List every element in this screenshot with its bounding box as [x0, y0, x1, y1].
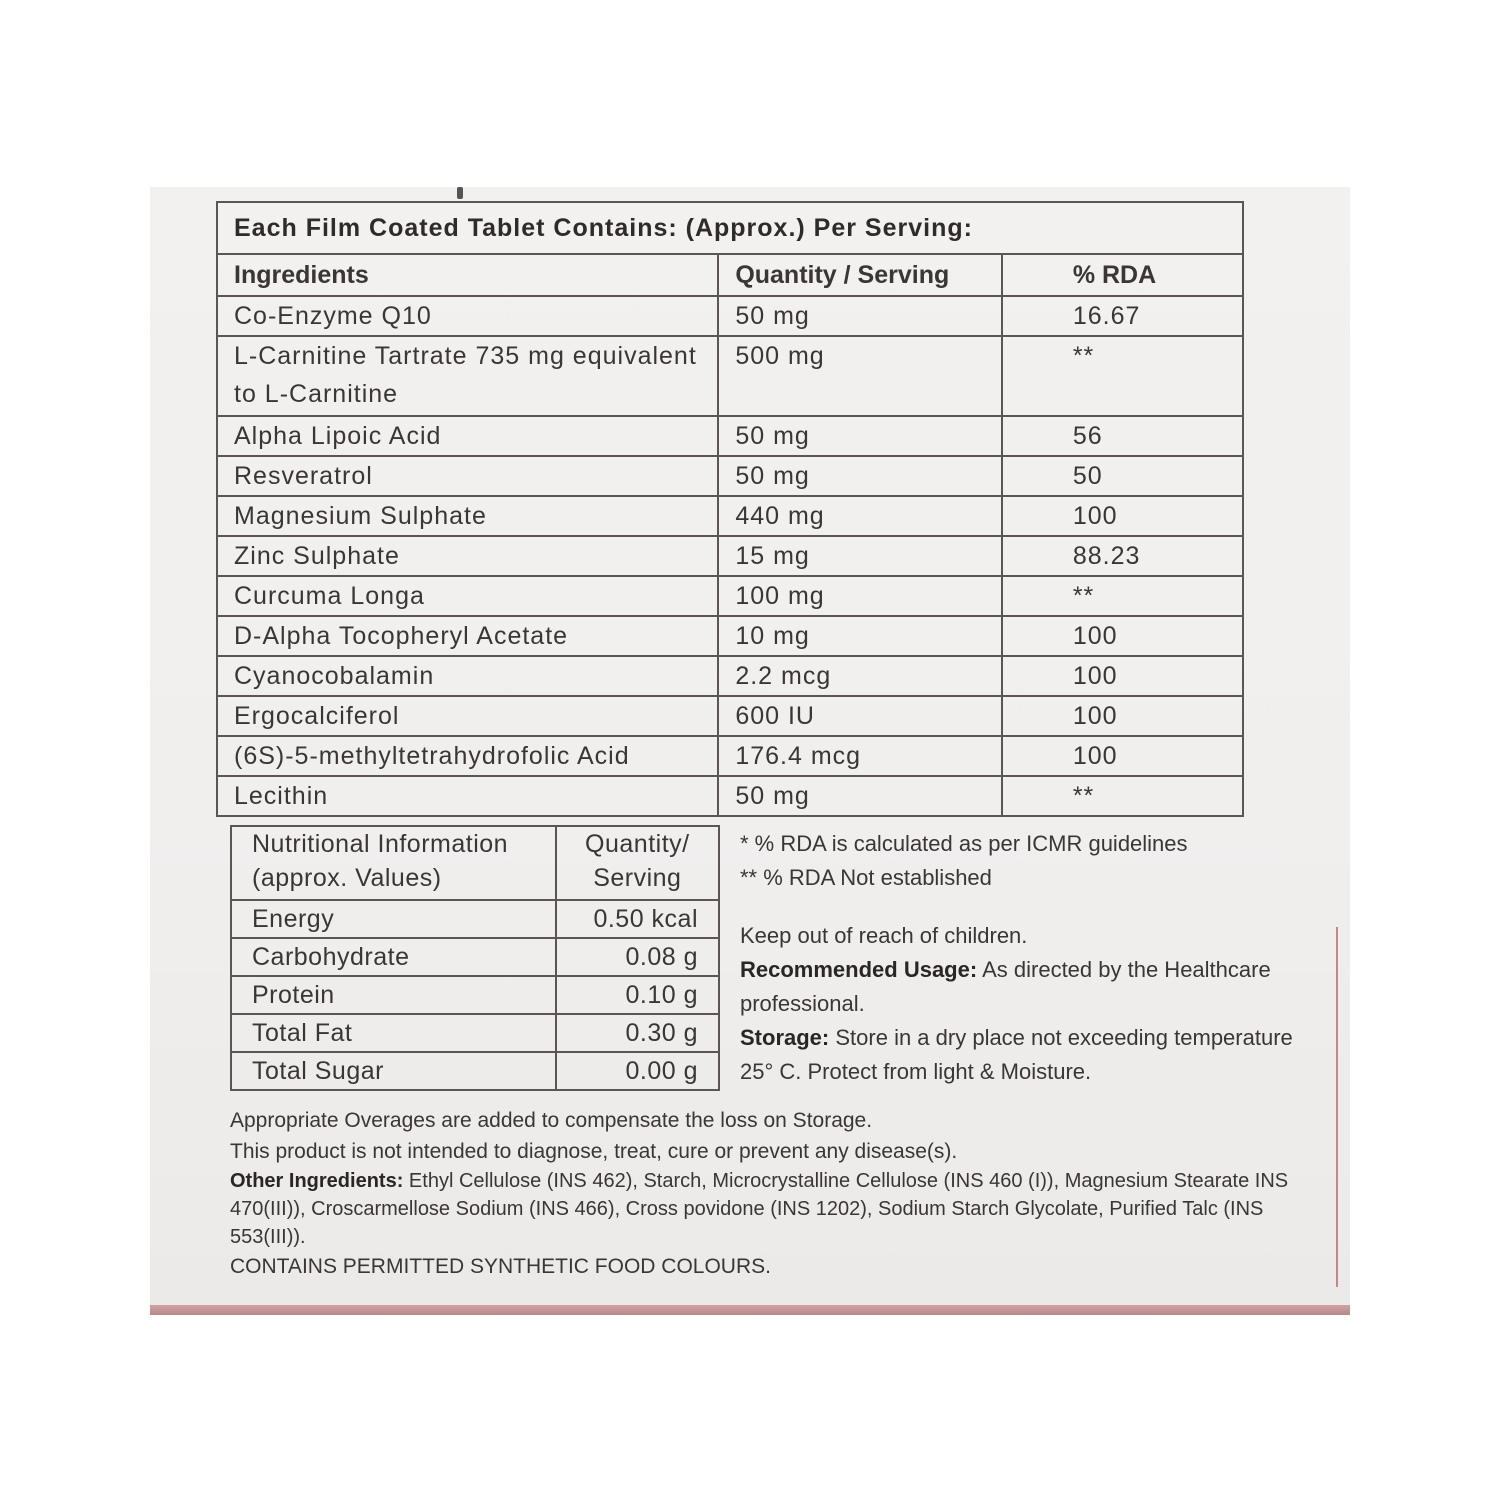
ingredient-rda: ** [1002, 576, 1243, 616]
ingredient-rda: 100 [1002, 696, 1243, 736]
ingredient-name: Resveratrol [217, 456, 718, 496]
rda-note: * % RDA is calculated as per ICMR guidelines [740, 831, 1188, 856]
label-footer [230, 1105, 1310, 1282]
ingredient-name: D-Alpha Tocopheryl Acetate [217, 616, 718, 656]
ingredient-quantity: 50 mg [718, 416, 1002, 456]
table-row [217, 456, 1243, 496]
ingredient-quantity: 10 mg [718, 616, 1002, 656]
table-row [217, 336, 1243, 416]
nutrition-header-info: Nutritional Information (approx. Values) [231, 826, 556, 900]
nutrient-value: 0.08 g [556, 938, 719, 976]
nutrient-name: Carbohydrate [231, 938, 556, 976]
ingredients-header-row [217, 254, 1243, 296]
nutrient-name: Protein [231, 976, 556, 1014]
ingredient-rda: ** [1002, 336, 1243, 416]
label-photo [150, 187, 1350, 1315]
ingredient-rda: 50 [1002, 456, 1243, 496]
ingredient-quantity: 440 mg [718, 496, 1002, 536]
ingredient-name: Magnesium Sulphate [217, 496, 718, 536]
usage-label: Recommended Usage: [740, 957, 978, 982]
nutrition-header-row [231, 826, 719, 900]
ingredient-quantity: 176.4 mcg [718, 736, 1002, 776]
rda-not-established-note: ** % RDA Not established [740, 865, 992, 890]
nutrient-value: 0.30 g [556, 1014, 719, 1052]
ingredient-name: Cyanocobalamin [217, 656, 718, 696]
ingredient-name: (6S)-5-methyltetrahydrofolic Acid [217, 736, 718, 776]
other-ingredients-text: Ethyl Cellulose (INS 462), Starch, Microcrystalline Cellulose (INS 460 (I)), Magnesium Stearate INS 470(III)), Croscarmellose Sodium (INS 466), Cross povidone (INS 1202), Sodium Starch Glycolate, Purified Talc (INS 553(III)). [230, 1170, 1289, 1248]
table-row [231, 976, 719, 1014]
table-row [217, 576, 1243, 616]
table-row [217, 656, 1243, 696]
nutrient-name: Total Sugar [231, 1052, 556, 1090]
table-row [217, 736, 1243, 776]
table-row [231, 1014, 719, 1052]
storage-note [740, 1021, 1310, 1089]
table-row [217, 616, 1243, 656]
ingredient-name: Lecithin [217, 776, 718, 816]
ingredient-name: Ergocalciferol [217, 696, 718, 736]
table-row [217, 776, 1243, 816]
ingredient-name: Alpha Lipoic Acid [217, 416, 718, 456]
package-bottom-edge [150, 1305, 1350, 1315]
ingredients-table [216, 201, 1244, 817]
ingredient-name: Zinc Sulphate [217, 536, 718, 576]
header-ingredients: Ingredients [217, 254, 718, 296]
header-quantity: Quantity / Serving [718, 254, 1002, 296]
ingredient-quantity: 50 mg [718, 776, 1002, 816]
ingredient-rda: ** [1002, 776, 1243, 816]
nutrient-value: 0.10 g [556, 976, 719, 1014]
nutrition-table [230, 825, 720, 1091]
table-row [217, 496, 1243, 536]
ingredient-quantity: 600 IU [718, 696, 1002, 736]
ink-speck [457, 187, 463, 199]
storage-text: Store in a dry place not exceeding temperature 25° C. Protect from light & Moisture. [740, 1025, 1293, 1084]
table-row [231, 900, 719, 938]
ingredients-table-title: Each Film Coated Tablet Contains: (Approx.) Per Serving: [217, 202, 1243, 254]
ingredient-rda: 100 [1002, 496, 1243, 536]
ingredient-rda: 16.67 [1002, 296, 1243, 336]
ingredient-name: Curcuma Longa [217, 576, 718, 616]
nutrient-value: 0.00 g [556, 1052, 719, 1090]
header-rda: % RDA [1002, 254, 1243, 296]
other-ingredients-label: Other Ingredients: [230, 1170, 404, 1192]
nutrient-value: 0.50 kcal [556, 900, 719, 938]
label-notes [740, 827, 1310, 1089]
ingredient-quantity: 50 mg [718, 296, 1002, 336]
table-row [217, 416, 1243, 456]
nutrition-header-quantity: Quantity/ Serving [556, 826, 719, 900]
package-edge-line [1336, 927, 1338, 1287]
table-row [231, 938, 719, 976]
overages-note: Appropriate Overages are added to compensate the loss on Storage. [230, 1109, 873, 1132]
nutrient-name: Total Fat [231, 1014, 556, 1052]
ingredient-quantity: 100 mg [718, 576, 1002, 616]
ingredient-rda: 88.23 [1002, 536, 1243, 576]
ingredient-quantity: 500 mg [718, 336, 1002, 416]
ingredient-name: Co-Enzyme Q10 [217, 296, 718, 336]
colours-note: CONTAINS PERMITTED SYNTHETIC FOOD COLOURS. [230, 1255, 771, 1278]
ingredient-rda: 100 [1002, 736, 1243, 776]
ingredient-rda: 56 [1002, 416, 1243, 456]
table-row [217, 536, 1243, 576]
disclaimer-note: This product is not intended to diagnose, treat, cure or prevent any disease(s). [230, 1140, 958, 1163]
ingredient-quantity: 2.2 mcg [718, 656, 1002, 696]
nutrient-name: Energy [231, 900, 556, 938]
usage-note [740, 953, 1310, 1021]
ingredient-rda: 100 [1002, 616, 1243, 656]
other-ingredients [230, 1167, 1310, 1251]
table-row [217, 696, 1243, 736]
usage-text: As directed by the Healthcare professional. [740, 957, 1271, 1016]
ingredient-name: L-Carnitine Tartrate 735 mg equivalent to L-Carnitine [217, 336, 718, 416]
table-row [231, 1052, 719, 1090]
keep-out-warning: Keep out of reach of children. [740, 923, 1028, 948]
ingredient-quantity: 50 mg [718, 456, 1002, 496]
ingredient-quantity: 15 mg [718, 536, 1002, 576]
storage-label: Storage: [740, 1025, 830, 1050]
table-row [217, 296, 1243, 336]
ingredient-rda: 100 [1002, 656, 1243, 696]
